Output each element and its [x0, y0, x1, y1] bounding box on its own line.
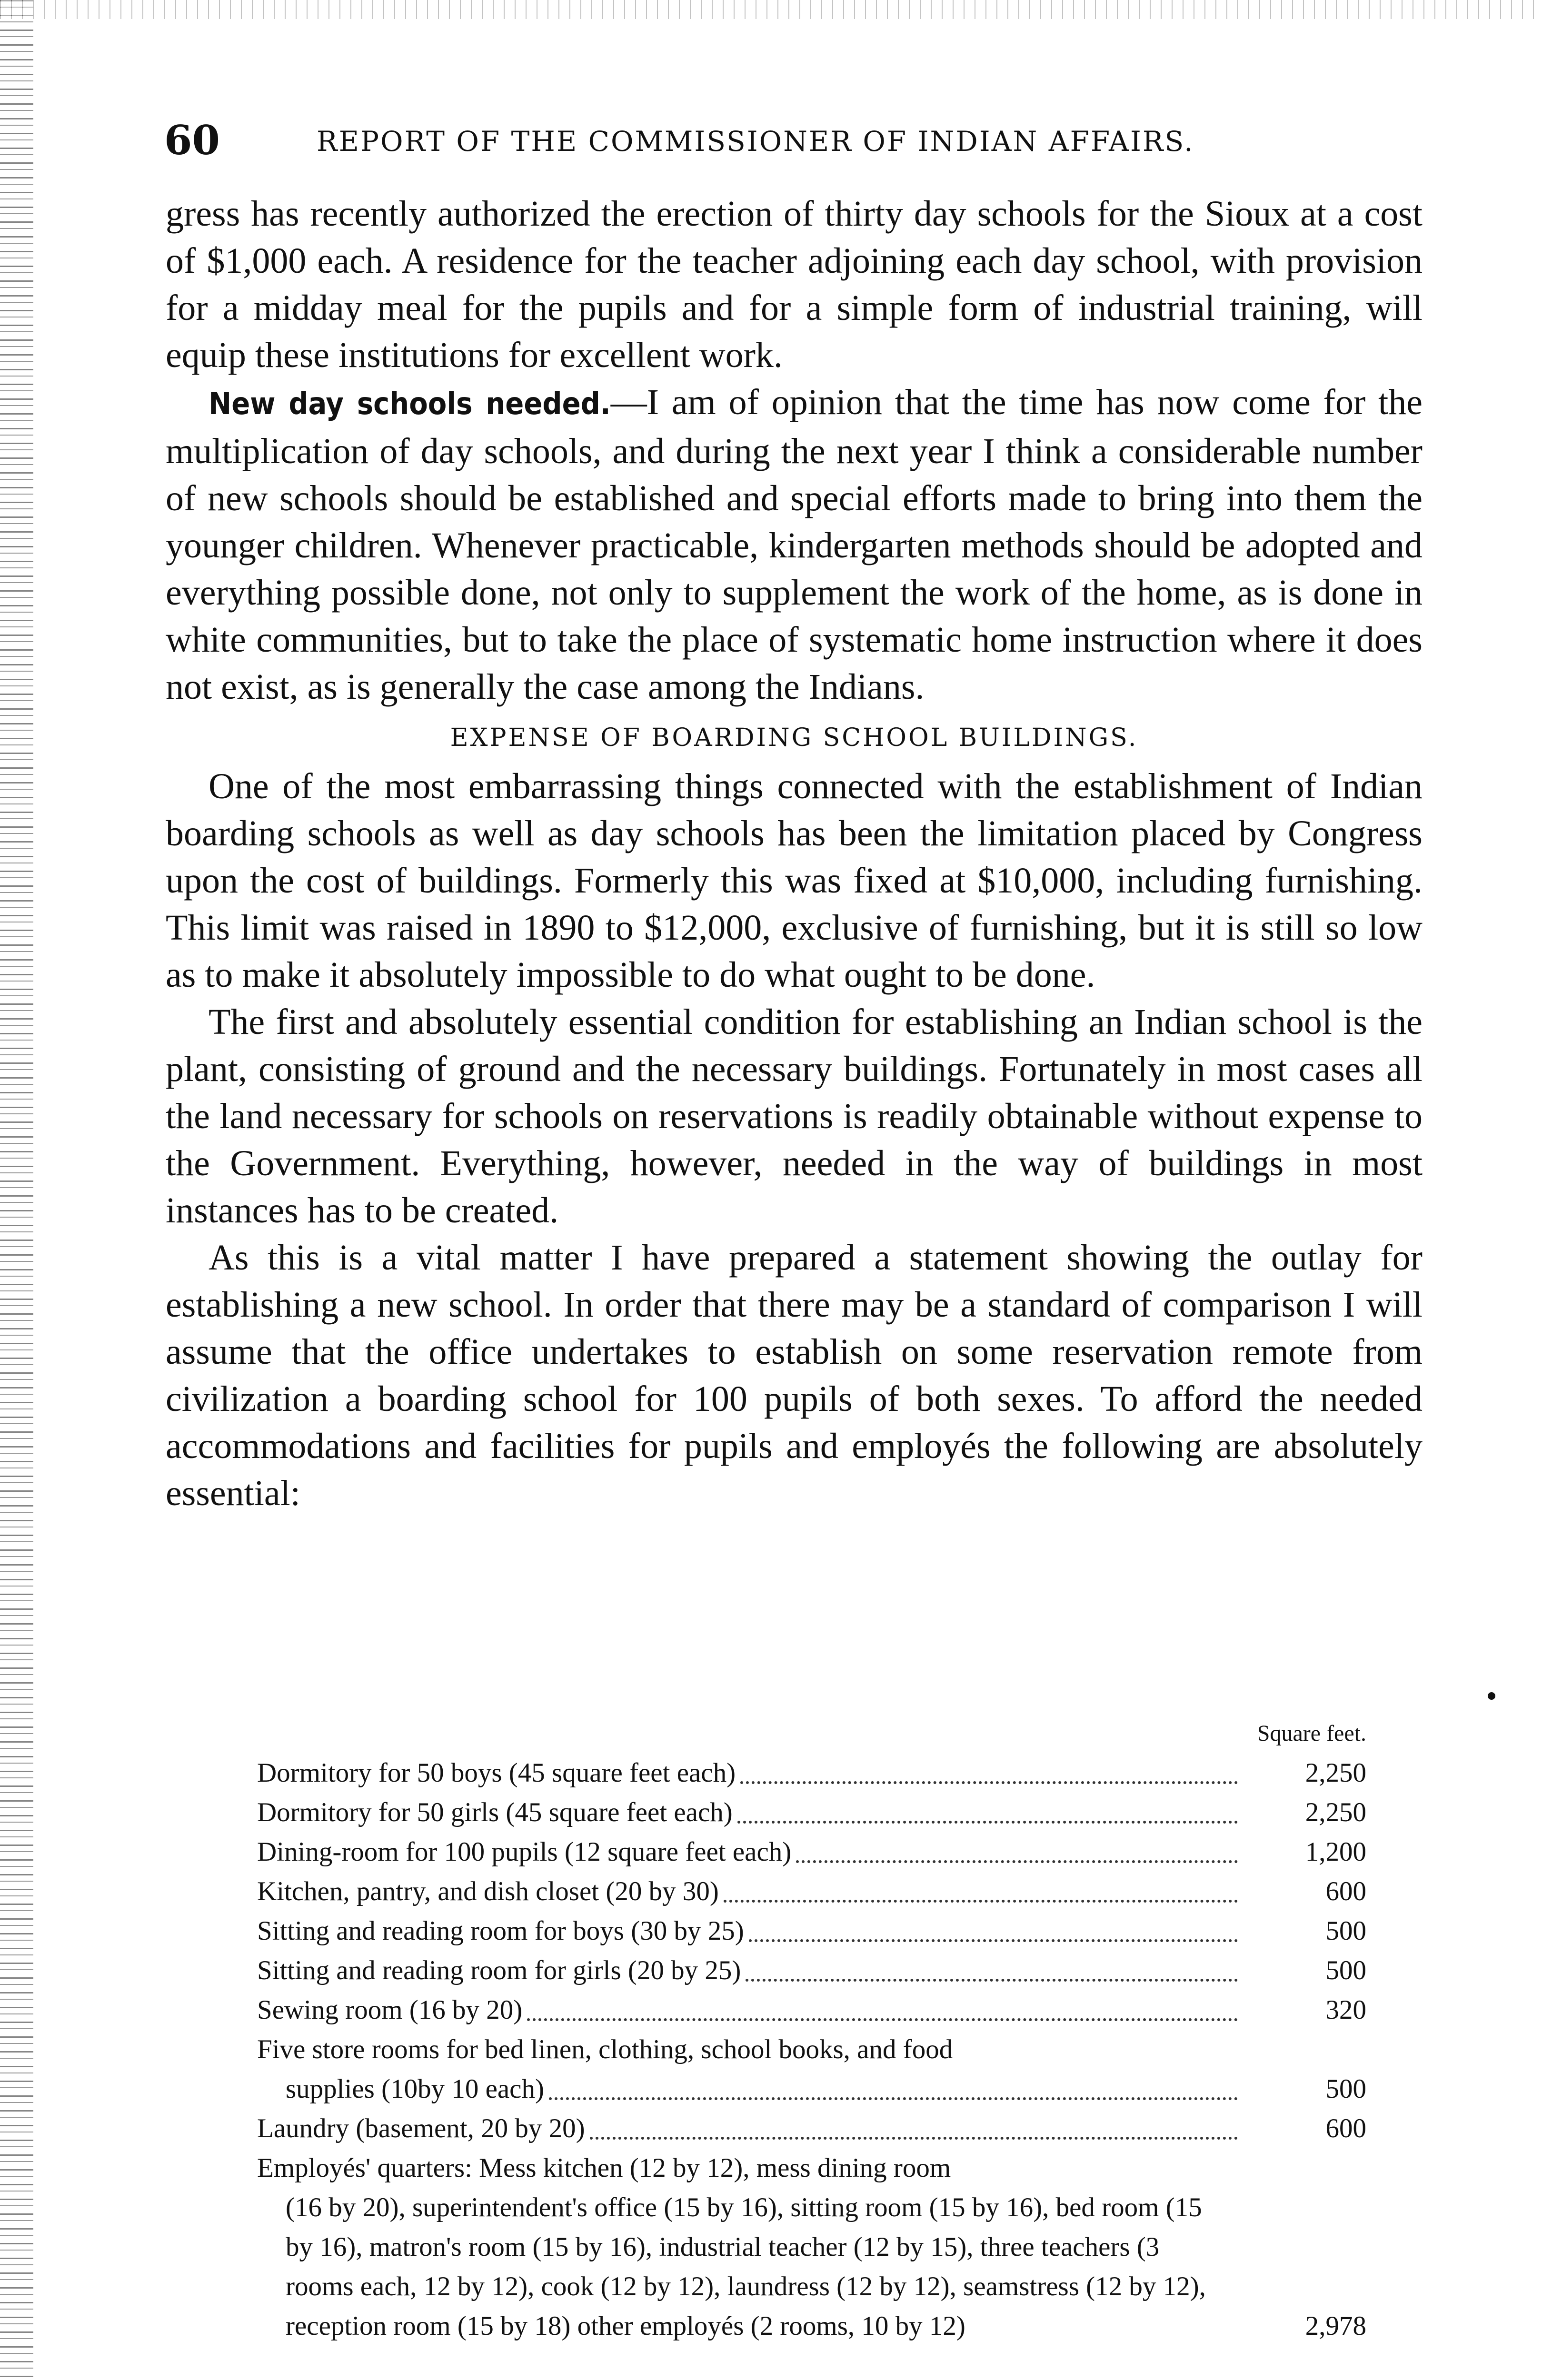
row-value: 2,978: [1305, 2311, 1366, 2341]
row-label-continuation: (16 by 20), superintendent's office (15 by 16), sitting room (15 by 16), bed room (15 by 16), matron's room (15 by 16), industrial teacher (12 by 15), three teachers (3 rooms each, 12 by 12), cook (12 by 12), laundress (12 by 12), seamstress (12 by 12), reception room (15 by 18) other employés (2 rooms, 10 by 12): [286, 2192, 1206, 2341]
table-row: [257, 1990, 1366, 2030]
row-value: 500: [1325, 1955, 1366, 1985]
square-feet-table: [257, 1714, 1366, 2346]
dot-leader: [724, 1900, 1238, 1903]
dot-leader: [740, 1781, 1238, 1784]
dot-leader: [590, 2137, 1238, 2140]
dot-leader: [549, 2097, 1238, 2100]
sidehead-new-day-schools: New day schools needed.: [209, 387, 611, 422]
row-label: Dining-room for 100 pupils (12 square feet each): [257, 1837, 792, 1867]
column-header: Square feet.: [1257, 1721, 1366, 1746]
row-label: Kitchen, pantry, and dish closet (20 by 30): [257, 1876, 719, 1906]
row-value: 500: [1325, 1916, 1366, 1946]
paragraph-statement: As this is a vital matter I have prepared a statement showing the outlay for establishing a new school. In order that there may be a standard of comparison I will assume that the office undertakes to establish on some reservation remote from civilization a boarding school for 100 pupils of both sexes. To afford the needed accommodations and facilities for pupils and employés the following are absolutely essential:: [166, 1238, 1423, 1513]
dot-leader: [737, 1821, 1238, 1824]
scanned-top-edge: [0, 0, 1542, 19]
paragraph-text: —I am of opinion that the time has now come for the multiplication of day schools, and during the next year I think a considerable number of new schools should be established and special efforts made to bring into them the younger children. Whenever practicable, kindergarten methods should be adopted and everything possible done, not only to supplement the work of the home, as is done in white communities, but to take the place of systematic home instruction where it does not exist, as is generally the case among the Indians.: [166, 382, 1423, 707]
dot-leader: [746, 1979, 1238, 1982]
table-row: [257, 1872, 1366, 1911]
row-label: Sitting and reading room for girls (20 by 25): [257, 1955, 741, 1985]
ink-speck: [1488, 1692, 1495, 1700]
scanned-page-edge: [0, 0, 33, 2380]
table-row: [257, 1793, 1366, 1832]
row-value: 600: [1325, 1876, 1366, 1906]
row-label: Dormitory for 50 boys (45 square feet each): [257, 1758, 736, 1788]
table-row: [257, 2030, 1366, 2109]
dot-leader: [796, 1860, 1238, 1863]
page-header: [0, 117, 1542, 169]
running-head: REPORT OF THE COMMISSIONER OF INDIAN AFFAIRS.: [317, 125, 1194, 158]
table-row: [257, 2148, 1366, 2346]
row-label: Five store rooms for bed linen, clothing, school books, and food: [257, 2034, 953, 2064]
page-number: 60: [164, 117, 220, 164]
row-value: 600: [1325, 2113, 1366, 2143]
table-row: [257, 2109, 1366, 2148]
row-value: 2,250: [1305, 1797, 1366, 1827]
row-label: Laundry (basement, 20 by 20): [257, 2113, 585, 2143]
row-value: 2,250: [1305, 1758, 1366, 1788]
row-label-continuation: supplies (10by 10 each): [286, 2074, 544, 2104]
paragraph-plant: The first and absolutely essential condition for establishing an Indian school is the plant, consisting of ground and the necessary buildings. Fortunately in most cases all the land necessary for schools on reservations is readily obtainable without expense to the Government. Everything, however, needed in the way of buildings in most instances has to be created.: [166, 1002, 1423, 1230]
paragraph-new-day-schools: [166, 379, 1423, 711]
table-row: [257, 1832, 1366, 1872]
paragraph-building-limits: One of the most embarrassing things connected with the establishment of Indian boarding schools as well as day schools has been the limitation placed by Congress upon the cost of buildings. Formerly this was fixed at $10,000, including furnishing. This limit was raised in 1890 to $12,000, exclusive of furnishing, but it is still so low as to make it absolutely impossible to do what ought to be done.: [166, 766, 1423, 995]
body-text: [166, 190, 1423, 1517]
paragraph-continuation: gress has recently authorized the erection of thirty day schools for the Sioux at a cost of $1,000 each. A residence for the teacher adjoining each day school, with provision for a midday meal for the pupils and for a simple form of industrial training, will equip these institutions for excellent work.: [166, 194, 1423, 375]
table-row: [257, 1951, 1366, 1990]
row-label: Employés' quarters: Mess kitchen (12 by 12), mess dining room: [257, 2153, 951, 2183]
row-label: Sitting and reading room for boys (30 by 25): [257, 1916, 744, 1946]
dot-leader: [527, 2018, 1238, 2021]
row-value: 500: [1325, 2074, 1366, 2104]
section-heading: EXPENSE OF BOARDING SCHOOL BUILDINGS.: [450, 724, 1138, 752]
row-label: Dormitory for 50 girls (45 square feet each): [257, 1797, 733, 1827]
row-value: 1,200: [1305, 1837, 1366, 1867]
row-value: 320: [1325, 1995, 1366, 2025]
dot-leader: [749, 1939, 1238, 1942]
row-label: Sewing room (16 by 20): [257, 1995, 523, 2025]
table-row: [257, 1911, 1366, 1951]
table-row: [257, 1753, 1366, 1793]
